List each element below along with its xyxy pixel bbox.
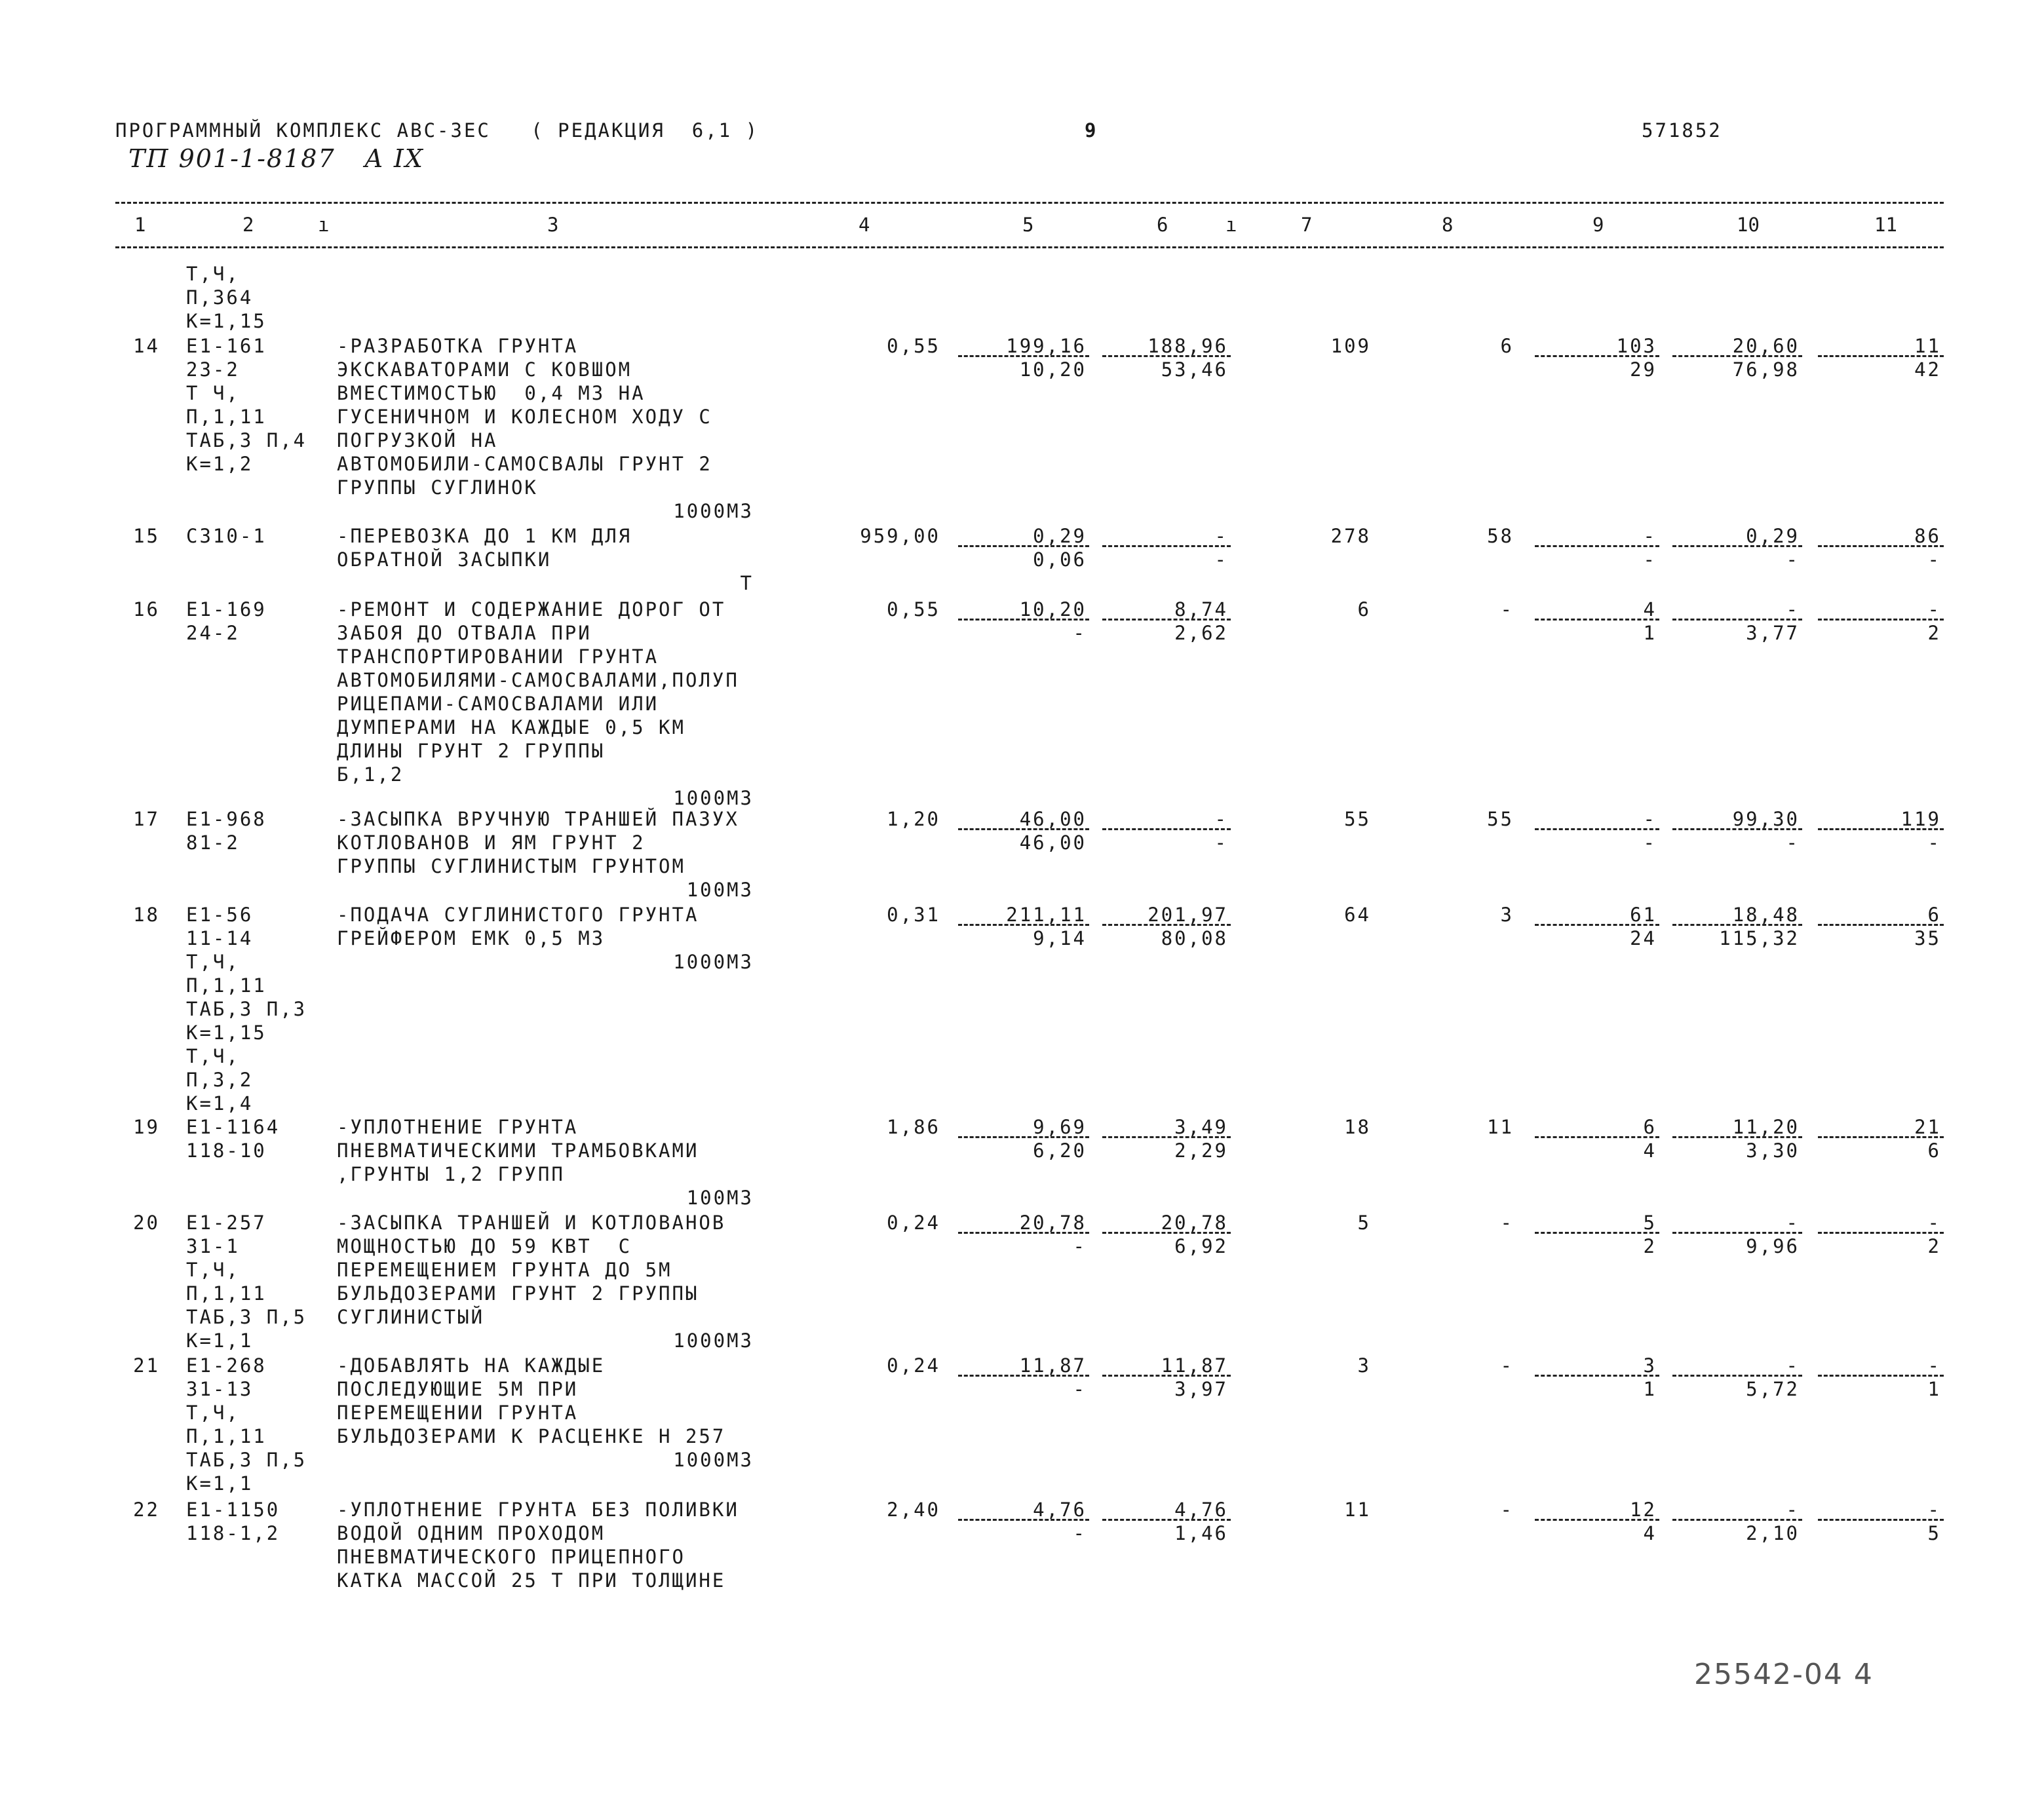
- unit-label: 1000М3: [673, 1329, 754, 1352]
- unit-cost-cell: 10,20: [1019, 598, 1087, 621]
- machine-cost-cell: 201,97: [1147, 904, 1228, 926]
- normative-code: Е1-56: [186, 904, 254, 926]
- fraction-rule: [1535, 1136, 1659, 1138]
- normative-code: Е1-1150: [186, 1499, 280, 1521]
- column-separator: ı: [1225, 214, 1237, 236]
- project-code: ТП 901-1-8187: [128, 144, 336, 173]
- labor-machine-total-cell: 1: [1927, 1378, 1941, 1400]
- unit-wage-cell: -: [1073, 1235, 1087, 1257]
- machine-wage-total-cell: -: [1643, 548, 1657, 571]
- work-description: КАТКА МАССОЙ 25 Т ПРИ ТОЛЩИНЕ: [337, 1569, 726, 1592]
- normative-code: Е1-268: [186, 1354, 267, 1377]
- labor-machine-unit-cell: 76,98: [1732, 358, 1800, 381]
- fraction-rule: [1535, 355, 1659, 357]
- table-top-rule: [115, 202, 1944, 204]
- labor-total-cell: 11: [1914, 335, 1941, 357]
- work-description: -УПЛОТНЕНИЕ ГРУНТА: [337, 1116, 579, 1138]
- fraction-rule: [1818, 545, 1944, 547]
- labor-unit-cell: 20,60: [1732, 335, 1800, 357]
- normative-code: 81-2: [186, 831, 240, 854]
- unit-wage-cell: 9,14: [1033, 927, 1087, 949]
- work-description: ОБРАТНОЙ ЗАСЫПКИ: [337, 548, 552, 571]
- labor-total-cell: -: [1927, 1354, 1941, 1377]
- normative-code: П,1,11: [186, 406, 267, 428]
- total-cost-cell: 3: [1357, 1354, 1371, 1377]
- unit-cost-cell: 46,00: [1019, 808, 1087, 830]
- fraction-rule: [1102, 924, 1231, 926]
- normative-code: П,364: [186, 286, 254, 309]
- archive-stamp: 25542-04 4: [1694, 1658, 1874, 1691]
- machine-wage-cell: 1,46: [1174, 1522, 1228, 1544]
- wage-total-cell: 11: [1487, 1116, 1514, 1138]
- fraction-rule: [1818, 355, 1944, 357]
- wage-total-cell: -: [1500, 1499, 1514, 1521]
- fraction-rule: [1818, 828, 1944, 830]
- fraction-rule: [1102, 355, 1231, 357]
- unit-label: 100М3: [686, 879, 754, 901]
- work-description: -ЗАСЫПКА ТРАНШЕЙ И КОТЛОВАНОВ: [337, 1212, 726, 1234]
- work-description: АВТОМОБИЛЯМИ-САМОСВАЛАМИ,ПОЛУП: [337, 669, 739, 691]
- wage-total-cell: 58: [1487, 525, 1514, 547]
- normative-code: Т,Ч,: [186, 1259, 240, 1281]
- unit-cost-cell: 0,29: [1033, 525, 1087, 547]
- labor-total-cell: -: [1927, 1499, 1941, 1521]
- unit-wage-cell: -: [1073, 622, 1087, 644]
- fraction-rule: [1672, 1375, 1802, 1377]
- fraction-rule: [1818, 924, 1944, 926]
- fraction-rule: [958, 1232, 1089, 1234]
- quantity-cell: 1,20: [887, 808, 940, 830]
- machine-wage-cell: -: [1214, 831, 1228, 854]
- machine-cost-cell: 20,78: [1161, 1212, 1228, 1234]
- labor-machine-unit-cell: -: [1786, 548, 1800, 571]
- fraction-rule: [958, 1136, 1089, 1138]
- work-description: -РАЗРАБОТКА ГРУНТА: [337, 335, 579, 357]
- normative-code: Т Ч,: [186, 382, 240, 404]
- fraction-rule: [958, 619, 1089, 621]
- labor-machine-unit-cell: -: [1786, 831, 1800, 854]
- wage-total-cell: -: [1500, 598, 1514, 621]
- work-description: -ДОБАВЛЯТЬ НА КАЖДЫЕ: [337, 1354, 606, 1377]
- work-description: ПОГРУЗКОЙ НА: [337, 429, 498, 451]
- labor-unit-cell: 18,48: [1732, 904, 1800, 926]
- machine-wage-cell: 2,62: [1174, 622, 1228, 644]
- unit-cost-cell: 199,16: [1006, 335, 1087, 357]
- column-header: 5: [1022, 214, 1034, 236]
- quantity-cell: 0,24: [887, 1354, 940, 1377]
- labor-unit-cell: -: [1786, 1499, 1800, 1521]
- quantity-cell: 2,40: [887, 1499, 940, 1521]
- normative-code: ТАБ,3 П,5: [186, 1449, 307, 1471]
- wage-total-cell: 6: [1500, 335, 1514, 357]
- work-description: ВМЕСТИМОСТЬЮ 0,4 М3 НА: [337, 382, 646, 404]
- normative-code: Т,Ч,: [186, 951, 240, 973]
- column-header: 7: [1301, 214, 1313, 236]
- fraction-rule: [1672, 924, 1802, 926]
- column-header: 6: [1157, 214, 1168, 236]
- work-description: -ПОДАЧА СУГЛИНИСТОГО ГРУНТА: [337, 904, 699, 926]
- fraction-rule: [1102, 1136, 1231, 1138]
- machine-wage-cell: 6,92: [1174, 1235, 1228, 1257]
- machine-wage-total-cell: 29: [1630, 358, 1657, 381]
- machine-wage-total-cell: 2: [1643, 1235, 1657, 1257]
- row-number: 14: [133, 335, 160, 357]
- work-description: ЭКСКАВАТОРАМИ С КОВШОМ: [337, 358, 632, 381]
- unit-cost-cell: 4,76: [1033, 1499, 1087, 1521]
- unit-label: 1000М3: [673, 1449, 754, 1471]
- machine-cost-cell: 4,76: [1174, 1499, 1228, 1521]
- row-number: 15: [133, 525, 160, 547]
- work-description: ПНЕВМАТИЧЕСКОГО ПРИЦЕПНОГО: [337, 1546, 685, 1568]
- total-cost-cell: 278: [1330, 525, 1371, 547]
- labor-machine-total-cell: 2: [1927, 1235, 1941, 1257]
- normative-code: 118-10: [186, 1139, 267, 1162]
- normative-code: К=1,15: [186, 310, 267, 332]
- unit-label: 1000М3: [673, 787, 754, 809]
- row-number: 19: [133, 1116, 160, 1138]
- machine-total-cell: 5: [1643, 1212, 1657, 1234]
- fraction-rule: [1818, 1375, 1944, 1377]
- fraction-rule: [1672, 545, 1802, 547]
- fraction-rule: [1818, 619, 1944, 621]
- fraction-rule: [1672, 1232, 1802, 1234]
- column-header: 2: [242, 214, 254, 236]
- unit-cost-cell: 11,87: [1019, 1354, 1087, 1377]
- work-description: -ЗАСЫПКА ВРУЧНУЮ ТРАНШЕЙ ПАЗУХ: [337, 808, 739, 830]
- machine-wage-total-cell: -: [1643, 831, 1657, 854]
- fraction-rule: [958, 924, 1089, 926]
- machine-wage-total-cell: 1: [1643, 1378, 1657, 1400]
- fraction-rule: [1535, 924, 1659, 926]
- work-description: ,ГРУНТЫ 1,2 ГРУПП: [337, 1163, 565, 1185]
- fraction-rule: [1102, 1375, 1231, 1377]
- fraction-rule: [1672, 828, 1802, 830]
- unit-label: 100М3: [686, 1187, 754, 1209]
- fraction-rule: [1672, 355, 1802, 357]
- labor-machine-total-cell: 42: [1914, 358, 1941, 381]
- fraction-rule: [958, 355, 1089, 357]
- fraction-rule: [1672, 619, 1802, 621]
- work-description: ЗАБОЯ ДО ОТВАЛА ПРИ: [337, 622, 592, 644]
- work-description: БУЛЬДОЗЕРАМИ ГРУНТ 2 ГРУППЫ: [337, 1282, 699, 1305]
- machine-cost-cell: 11,87: [1161, 1354, 1228, 1377]
- labor-unit-cell: -: [1786, 598, 1800, 621]
- fraction-rule: [958, 1375, 1089, 1377]
- normative-code: ТАБ,3 П,3: [186, 998, 307, 1020]
- unit-cost-cell: 9,69: [1033, 1116, 1087, 1138]
- table-header-rule: [115, 246, 1944, 248]
- labor-total-cell: 119: [1900, 808, 1941, 830]
- normative-code: ТАБ,3 П,5: [186, 1306, 307, 1328]
- machine-total-cell: 4: [1643, 598, 1657, 621]
- machine-wage-cell: 53,46: [1161, 358, 1228, 381]
- wage-total-cell: -: [1500, 1212, 1514, 1234]
- work-description: КОТЛОВАНОВ И ЯМ ГРУНТ 2: [337, 831, 646, 854]
- work-description: ПЕРЕМЕЩЕНИЕМ ГРУНТА ДО 5М: [337, 1259, 672, 1281]
- unit-wage-cell: 6,20: [1033, 1139, 1087, 1162]
- machine-wage-cell: 2,29: [1174, 1139, 1228, 1162]
- normative-code: 118-1,2: [186, 1522, 280, 1544]
- labor-machine-total-cell: 6: [1927, 1139, 1941, 1162]
- row-number: 18: [133, 904, 160, 926]
- machine-total-cell: 3: [1643, 1354, 1657, 1377]
- fraction-rule: [958, 545, 1089, 547]
- page-number: 9: [1085, 119, 1098, 142]
- column-header: 8: [1442, 214, 1454, 236]
- work-description: СУГЛИНИСТЫЙ: [337, 1306, 485, 1328]
- work-description: -ПЕРЕВОЗКА ДО 1 КМ ДЛЯ: [337, 525, 632, 547]
- fraction-rule: [1102, 545, 1231, 547]
- work-description: МОЩНОСТЬЮ ДО 59 КВТ С: [337, 1235, 632, 1257]
- normative-code: Е1-257: [186, 1212, 267, 1234]
- normative-code: Е1-1164: [186, 1116, 280, 1138]
- machine-cost-cell: -: [1214, 525, 1228, 547]
- column-header: 9: [1592, 214, 1604, 236]
- machine-wage-total-cell: 4: [1643, 1522, 1657, 1544]
- normative-code: 31-1: [186, 1235, 240, 1257]
- total-cost-cell: 6: [1357, 598, 1371, 621]
- fraction-rule: [1672, 1519, 1802, 1521]
- work-description: ГРУППЫ СУГЛИНОК: [337, 476, 538, 499]
- normative-code: К=1,1: [186, 1472, 254, 1495]
- normative-code: Е1-169: [186, 598, 267, 621]
- labor-machine-total-cell: 35: [1914, 927, 1941, 949]
- normative-code: К=1,2: [186, 453, 254, 475]
- column-separator: ı: [318, 214, 330, 236]
- machine-total-cell: 103: [1616, 335, 1657, 357]
- machine-wage-total-cell: 1: [1643, 622, 1657, 644]
- quantity-cell: 0,24: [887, 1212, 940, 1234]
- unit-label: Т: [740, 572, 754, 594]
- machine-total-cell: -: [1643, 808, 1657, 830]
- fraction-rule: [1818, 1232, 1944, 1234]
- work-description: ПНЕВМАТИЧЕСКИМИ ТРАМБОВКАМИ: [337, 1139, 699, 1162]
- unit-wage-cell: -: [1073, 1378, 1087, 1400]
- column-header: 4: [858, 214, 870, 236]
- column-header: 3: [547, 214, 559, 236]
- normative-code: С310-1: [186, 525, 267, 547]
- total-cost-cell: 18: [1344, 1116, 1371, 1138]
- unit-wage-cell: 46,00: [1019, 831, 1087, 854]
- labor-machine-total-cell: 5: [1927, 1522, 1941, 1544]
- total-cost-cell: 55: [1344, 808, 1371, 830]
- normative-code: П,1,11: [186, 1425, 267, 1447]
- machine-wage-cell: -: [1214, 548, 1228, 571]
- work-description: ПОСЛЕДУЮЩИЕ 5М ПРИ: [337, 1378, 579, 1400]
- normative-code: Т,Ч,: [186, 1045, 240, 1067]
- fraction-rule: [1535, 1232, 1659, 1234]
- work-description: ГУСЕНИЧНОМ И КОЛЕСНОМ ХОДУ С: [337, 406, 712, 428]
- unit-wage-cell: 0,06: [1033, 548, 1087, 571]
- work-description: -РЕМОНТ И СОДЕРЖАНИЕ ДОРОГ ОТ: [337, 598, 726, 621]
- total-cost-cell: 5: [1357, 1212, 1371, 1234]
- labor-machine-unit-cell: 115,32: [1719, 927, 1800, 949]
- machine-wage-cell: 80,08: [1161, 927, 1228, 949]
- normative-code: К=1,15: [186, 1022, 267, 1044]
- unit-cost-cell: 20,78: [1019, 1212, 1087, 1234]
- column-header: 11: [1874, 214, 1897, 236]
- quantity-cell: 0,55: [887, 598, 940, 621]
- total-cost-cell: 11: [1344, 1499, 1371, 1521]
- machine-total-cell: 6: [1643, 1116, 1657, 1138]
- normative-code: 24-2: [186, 622, 240, 644]
- labor-machine-total-cell: 2: [1927, 622, 1941, 644]
- wage-total-cell: -: [1500, 1354, 1514, 1377]
- row-number: 17: [133, 808, 160, 830]
- normative-code: П,1,11: [186, 1282, 267, 1305]
- row-number: 20: [133, 1212, 160, 1234]
- normative-code: ТАБ,3 П,4: [186, 429, 307, 451]
- normative-code: Е1-161: [186, 335, 267, 357]
- unit-label: 1000М3: [673, 500, 754, 522]
- normative-code: Е1-968: [186, 808, 267, 830]
- fraction-rule: [1535, 545, 1659, 547]
- labor-unit-cell: -: [1786, 1212, 1800, 1234]
- labor-total-cell: 86: [1914, 525, 1941, 547]
- fraction-rule: [1535, 619, 1659, 621]
- fraction-rule: [1818, 1519, 1944, 1521]
- quantity-cell: 959,00: [860, 525, 940, 547]
- labor-machine-total-cell: -: [1927, 831, 1941, 854]
- labor-machine-total-cell: -: [1927, 548, 1941, 571]
- wage-total-cell: 55: [1487, 808, 1514, 830]
- fraction-rule: [1535, 828, 1659, 830]
- unit-wage-cell: 10,20: [1019, 358, 1087, 381]
- labor-unit-cell: 99,30: [1732, 808, 1800, 830]
- fraction-rule: [1818, 1136, 1944, 1138]
- machine-total-cell: 12: [1630, 1499, 1657, 1521]
- labor-total-cell: 6: [1927, 904, 1941, 926]
- fraction-rule: [1102, 1232, 1231, 1234]
- normative-code: П,1,11: [186, 974, 267, 997]
- normative-code: П,3,2: [186, 1069, 254, 1091]
- row-number: 22: [133, 1499, 160, 1521]
- column-header: 10: [1737, 214, 1760, 236]
- quantity-cell: 0,31: [887, 904, 940, 926]
- fraction-rule: [1102, 1519, 1231, 1521]
- labor-unit-cell: 0,29: [1746, 525, 1800, 547]
- work-description: ПЕРЕМЕЩЕНИИ ГРУНТА: [337, 1402, 579, 1424]
- program-header: ПРОГРАММНЫЙ КОМПЛЕКС АВС-3ЕС ( РЕДАКЦИЯ 6,1 ): [115, 119, 760, 142]
- column-header: 1: [134, 214, 146, 236]
- normative-code: 31-13: [186, 1378, 254, 1400]
- labor-total-cell: -: [1927, 1212, 1941, 1234]
- quantity-cell: 0,55: [887, 335, 940, 357]
- total-cost-cell: 109: [1330, 335, 1371, 357]
- row-number: 21: [133, 1354, 160, 1377]
- album-label: А IX: [364, 144, 424, 173]
- machine-total-cell: -: [1643, 525, 1657, 547]
- work-description: ГРЕЙФЕРОМ ЕМК 0,5 М3: [337, 927, 606, 949]
- work-description: ТРАНСПОРТИРОВАНИИ ГРУНТА: [337, 645, 659, 668]
- labor-machine-unit-cell: 3,30: [1746, 1139, 1800, 1162]
- work-description: АВТОМОБИЛИ-САМОСВАЛЫ ГРУНТ 2: [337, 453, 712, 475]
- machine-total-cell: 61: [1630, 904, 1657, 926]
- normative-code: К=1,1: [186, 1329, 254, 1352]
- unit-label: 1000М3: [673, 951, 754, 973]
- work-description: БУЛЬДОЗЕРАМИ К РАСЦЕНКЕ Н 257: [337, 1425, 726, 1447]
- machine-cost-cell: 8,74: [1174, 598, 1228, 621]
- machine-cost-cell: 188,96: [1147, 335, 1228, 357]
- total-cost-cell: 64: [1344, 904, 1371, 926]
- unit-wage-cell: -: [1073, 1522, 1087, 1544]
- labor-unit-cell: -: [1786, 1354, 1800, 1377]
- machine-cost-cell: 3,49: [1174, 1116, 1228, 1138]
- work-description: -УПЛОТНЕНИЕ ГРУНТА БЕЗ ПОЛИВКИ: [337, 1499, 739, 1521]
- machine-wage-total-cell: 24: [1630, 927, 1657, 949]
- fraction-rule: [958, 828, 1089, 830]
- fraction-rule: [1535, 1375, 1659, 1377]
- document-code: 571852: [1642, 119, 1722, 142]
- quantity-cell: 1,86: [887, 1116, 940, 1138]
- fraction-rule: [1102, 619, 1231, 621]
- labor-unit-cell: 11,20: [1732, 1116, 1800, 1138]
- machine-cost-cell: -: [1214, 808, 1228, 830]
- labor-total-cell: 21: [1914, 1116, 1941, 1138]
- normative-code: 23-2: [186, 358, 240, 381]
- normative-code: Т,Ч,: [186, 1402, 240, 1424]
- row-number: 16: [133, 598, 160, 621]
- labor-machine-unit-cell: 2,10: [1746, 1522, 1800, 1544]
- wage-total-cell: 3: [1500, 904, 1514, 926]
- labor-machine-unit-cell: 9,96: [1746, 1235, 1800, 1257]
- fraction-rule: [1535, 1519, 1659, 1521]
- normative-code: К=1,4: [186, 1092, 254, 1115]
- machine-wage-total-cell: 4: [1643, 1139, 1657, 1162]
- labor-machine-unit-cell: 5,72: [1746, 1378, 1800, 1400]
- unit-cost-cell: 211,11: [1006, 904, 1087, 926]
- work-description: ДЛИНЫ ГРУНТ 2 ГРУППЫ: [337, 740, 606, 762]
- labor-total-cell: -: [1927, 598, 1941, 621]
- normative-code: 11-14: [186, 927, 254, 949]
- fraction-rule: [1672, 1136, 1802, 1138]
- work-description: ВОДОЙ ОДНИМ ПРОХОДОМ: [337, 1522, 606, 1544]
- work-description: ДУМПЕРАМИ НА КАЖДЫЕ 0,5 КМ: [337, 716, 685, 738]
- work-description: РИЦЕПАМИ-САМОСВАЛАМИ ИЛИ: [337, 693, 659, 715]
- fraction-rule: [958, 1519, 1089, 1521]
- fraction-rule: [1102, 828, 1231, 830]
- labor-machine-unit-cell: 3,77: [1746, 622, 1800, 644]
- machine-wage-cell: 3,97: [1174, 1378, 1228, 1400]
- normative-code: Т,Ч,: [186, 263, 240, 285]
- work-description: Б,1,2: [337, 763, 404, 786]
- work-description: ГРУППЫ СУГЛИНИСТЫМ ГРУНТОМ: [337, 855, 685, 877]
